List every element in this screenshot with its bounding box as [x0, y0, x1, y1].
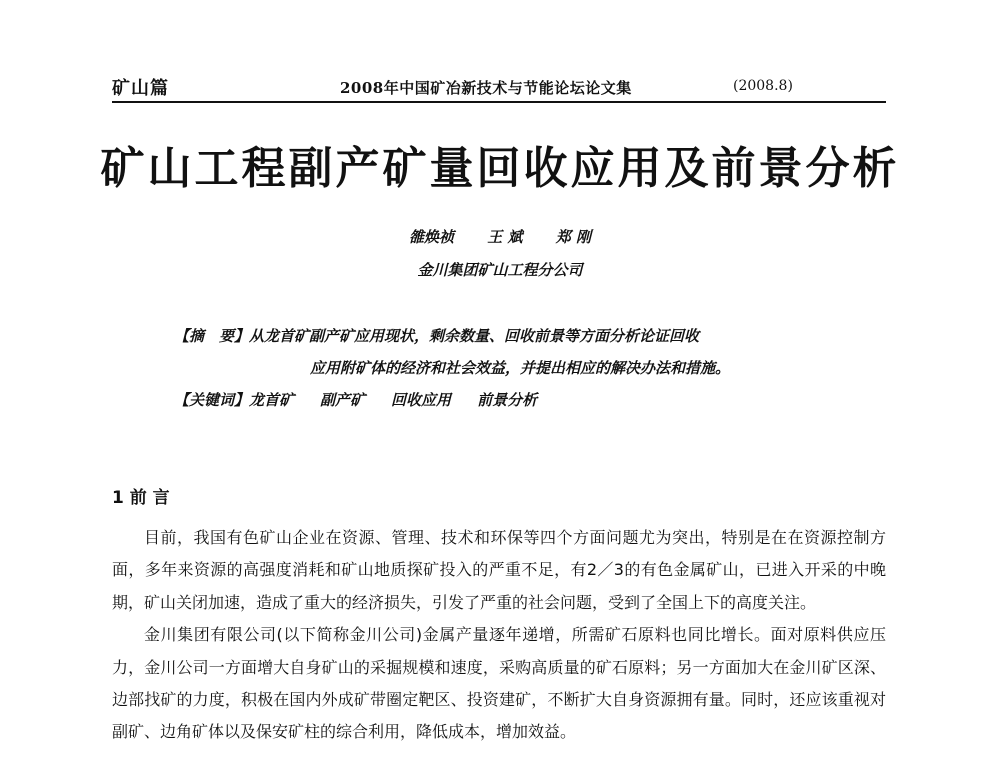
abstract-text-2: 应用附矿体的经济和社会效益，并提出相应的解决办法和措施。: [310, 359, 731, 377]
author-name: 王 斌: [487, 228, 523, 246]
header-proceedings-title: 2008年中国矿冶新技术与节能论坛论文集: [340, 79, 632, 97]
author-list: [0, 226, 1000, 248]
abstract-text-1: 从龙首矿副产矿应用现状，剩余数量、回收前景等方面分析论证回收: [249, 327, 700, 345]
keyword: 龙首矿: [249, 391, 295, 409]
keywords-line: [174, 388, 563, 412]
keyword: 前景分析: [477, 391, 538, 409]
header-section-label: 矿山篇: [112, 78, 169, 99]
header-date: (2008.8): [733, 78, 793, 94]
abstract-line-2: [310, 356, 730, 380]
keywords-label: 【关键词】: [174, 391, 250, 409]
body-paragraph: 金川集团有限公司(以下简称金川公司)金属产量逐年递增，所需矿石原料也同比增长。面对原料供应压力，金川公司一方面增大自身矿山的采掘规模和速度，采购高质量的矿石原料；另一方面加大在金川矿区深、边部找矿的力度，积极在国内外成矿带圈定靶区、投资建矿，不断扩大自身资源拥有量。同时，还应该重视对副矿、边角矿体以及保安矿柱的综合利用，降低成本，增加效益。: [112, 625, 886, 742]
abstract-line-1: [174, 324, 699, 348]
keyword: 副产矿: [320, 391, 366, 409]
paper-title: 矿山工程副产矿量回收应用及前景分析: [100, 143, 900, 194]
abstract-label: 【摘 要】: [174, 327, 250, 345]
author-name: 雒焕祯: [409, 228, 455, 246]
keyword: 回收应用: [391, 391, 452, 409]
section-heading: 1 前 言: [112, 488, 170, 508]
author-name: 郑 刚: [555, 228, 591, 246]
body-text: [112, 522, 886, 749]
body-paragraph: 目前，我国有色矿山企业在资源、管理、技术和环保等四个方面问题尤为突出，特别是在在资源控制方面，多年来资源的高强度消耗和矿山地质探矿投入的严重不足，有2／3的有色金属矿山，已进入开采的中晚期，矿山关闭加速，造成了重大的经济损失，引发了严重的社会问题，受到了全国上下的高度关注。: [112, 528, 886, 612]
header-rule: [112, 101, 886, 103]
author-affiliation: 金川集团矿山工程分公司: [417, 261, 583, 279]
